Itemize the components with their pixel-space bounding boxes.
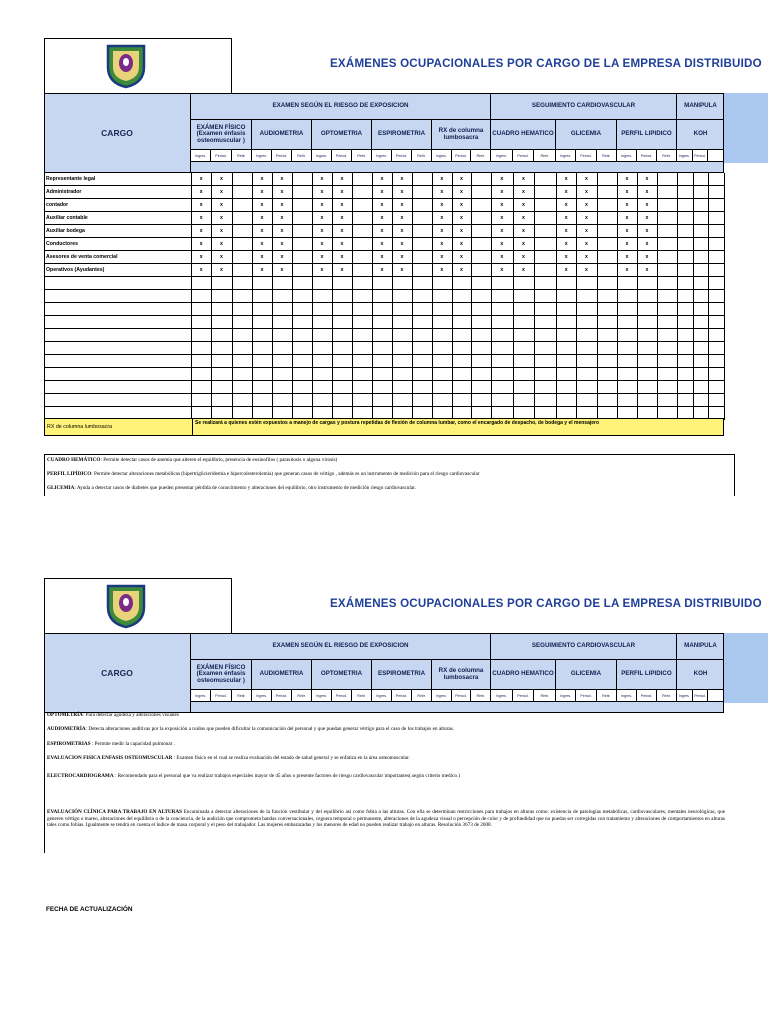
cargo-header: CARGO [44,93,191,173]
definition-alturas: EVALUACIÓN CLÍNICA PARA TRABAJO EN ALTURAS Encaminada a detectar alteraciones de la función vestibular y del equilibrio así como fobia a las alturas. Con ella se determinan restricciones para trabajos en alturas como: existencia de patologías metabólicas, cardiovasculares, mentales neurológicas, que generen vértigo o mareo, alteraciones del equilibrio o de la conciencia, de la audición que comprometa bandas conversacionales, ceguera temporal o permanente, alteraciones de la agudeza visual o percepción de color y de profundidad que no puedas ser corregidas con tratamiento y alteraciones de comportamientos en alturas tales como fobias. Igualmente se tendrá en cuenta el índice de masa corporal y el peso del trabajador. Las mujeres embarazadas y los menores de edad no pueden realizar trabajo en alturas. Resolución 3673 de 2008. [47,809,725,828]
table-row [44,381,724,394]
cargo-name: contador [46,202,69,208]
exam-mark: x [522,202,525,208]
exam-mark: x [280,215,284,221]
exam-mark: x [585,215,588,221]
grid-line [252,173,253,420]
exam-mark: x [400,189,404,195]
sub-header-3-2: Retir. [412,690,432,702]
exam-mark: x [625,228,629,234]
rx-note-text: Se realizará a quienes estén expuestos a manejo de cargas y postura repetidas de flexión de columna lumbar, como el encargado de despacho, de bodega y el mensajero [192,419,725,435]
sub-header-0-2: Retir. [232,690,252,702]
exam-mark: x [440,202,444,208]
grid-line [292,173,293,420]
sub-header-0-2: Retir. [232,150,252,162]
exam-mark: x [522,254,525,260]
grid-line [471,173,472,420]
exam-mark: x [585,267,588,273]
exam-mark: x [500,202,504,208]
exam-mark: x [320,228,324,234]
exam-mark: x [625,202,629,208]
cargo-name: Asesores de venta comercial [46,254,118,260]
header-exam-8: KOH [677,120,724,150]
grid-line [44,173,45,420]
sub-header-2-2: Retir. [352,150,372,162]
cargo-name: Operativos (Ayudantes) [46,267,105,273]
exam-mark: x [564,254,568,260]
sub-header-3-2: Retir. [412,150,432,162]
sub-header-6-0: Ingres. [556,690,576,702]
sub-header-3-0: Ingres. [372,690,392,702]
exam-mark: x [625,267,629,273]
sub-header-3-1: Period. [392,150,412,162]
exam-mark: x [380,202,384,208]
exam-mark: x [585,254,588,260]
header-exam-0: EXÁMEN FÍSICO (Examen énfasis osteomuscular ) [191,660,252,690]
exam-mark: x [645,241,649,247]
definition-electrocardiograma: ELECTROCARDIOGRAMA : Recomendado para el personal que va realizar trabajos especiales mayor de 45 años o presente factores de riesgo cardiovascular importantes(.según criterio medico.) [47,773,460,779]
exam-mark: x [380,215,384,221]
exam-mark: x [260,254,264,260]
sub-header-2-0: Ingres. [312,150,332,162]
company-logo-icon-2 [105,583,147,629]
exam-mark: x [380,176,384,182]
exam-mark: x [280,254,284,260]
table-row [44,355,724,368]
grid-line [392,173,393,420]
exam-mark: x [260,267,264,273]
sub-header-4-1: Period. [452,150,472,162]
header-exam-4: RX de columna lumbosacra [432,660,491,690]
exam-mark: x [320,176,324,182]
exam-mark: x [625,241,629,247]
table-row [44,212,724,225]
sub-header-8-0: Ingres. [677,150,693,162]
exam-mark: x [522,176,525,182]
sub-header-4-2: Retir. [471,150,491,162]
exam-mark: x [320,254,324,260]
exam-mark: x [380,228,384,234]
exam-mark: x [340,176,344,182]
exam-mark: x [400,215,404,221]
sub-header-8-0: Ingres. [677,690,693,702]
cargo-name: Conductores [46,241,78,247]
grid-line [432,173,433,420]
header-exam-7: PERFIL LIPIDICO [617,120,677,150]
exam-mark: x [440,254,444,260]
exam-mark: x [564,215,568,221]
exam-mark: x [320,267,324,273]
definition-glicemia: GLICEMIA: Ayuda a detectar casos de diabetes que pueden presentar pérdida de conocimiento y alteraciones del equilibrio, otro instrumento de medición riesgo cardiovascular. [47,485,416,491]
exam-mark: x [500,254,504,260]
exam-mark: x [220,267,223,273]
table-row [44,264,724,277]
exam-sheet-1 [0,38,768,496]
header-exam-6: GLICEMIA [556,660,617,690]
exam-mark: x [645,189,649,195]
header-group-1: SEGUIMIENTO CARDIOVASCULAR [491,633,677,660]
exam-mark: x [460,202,463,208]
exam-sheet-2 [0,578,768,868]
exam-mark: x [260,241,264,247]
grid-line [513,173,514,420]
exam-mark: x [400,241,404,247]
grid-line [452,173,453,420]
exam-mark: x [645,254,649,260]
exam-mark: x [260,176,264,182]
header-exam-2: OPTOMETRIA [312,660,372,690]
sub-header-3-1: Period. [392,690,412,702]
sub-header-2-1: Period. [332,690,352,702]
sub-header-4-2: Retir. [471,690,491,702]
header-group-1: SEGUIMIENTO CARDIOVASCULAR [491,93,677,120]
exam-mark: x [440,215,444,221]
exam-mark: x [625,215,629,221]
sub-header-0-0: Ingres. [191,150,211,162]
exam-mark: x [280,228,284,234]
exam-mark: x [564,176,568,182]
grid-line [312,173,313,420]
header-exam-4: RX de columna lumbosacra [432,120,491,150]
definition-perfil-lipidico: PERFIL LIPÍDICO: Permite detectar alteraciones metabólicas (hipertriglicieridemia e hipercolesterolemia) que generan casos de vértigo , además es un instrumento de medición para el riesgo cardiovascular [47,471,480,477]
exam-mark: x [522,241,525,247]
exam-mark: x [500,241,504,247]
header-exam-5: CUADRO HEMATICO [491,660,556,690]
exam-mark: x [199,176,203,182]
page-title-2: EXÁMENES OCUPACIONALES POR CARGO DE LA EMPRESA DISTRIBUIDO [330,597,762,610]
table-row [44,251,724,264]
sub-header-8-1: Period. [693,690,709,702]
header-strip-2 [724,633,768,703]
table-row [44,303,724,316]
exam-mark: x [280,267,284,273]
header-exam-1: AUDIOMETRIA [252,120,312,150]
grid-line [657,173,658,420]
exam-mark: x [645,215,649,221]
exam-mark: x [522,228,525,234]
grid-line [211,173,212,420]
sub-header-2-2: Retir. [352,690,372,702]
exam-mark: x [585,202,588,208]
sub-header-5-0: Ingres. [491,690,513,702]
exam-mark: x [564,267,568,273]
exam-mark: x [522,189,525,195]
table-row [44,225,724,238]
table-row [44,316,724,329]
exam-mark: x [220,228,223,234]
cargo-name: Representante legal [46,176,96,182]
exam-mark: x [380,267,384,273]
sub-header-8-1: Period. [693,150,709,162]
exam-mark: x [400,254,404,260]
exam-mark: x [460,176,463,182]
rx-note-row [44,418,724,436]
sub-header-4-0: Ingres. [432,150,452,162]
grid-line [637,173,638,420]
sub-header-5-0: Ingres. [491,150,513,162]
exam-mark: x [220,176,223,182]
header-exam-0: EXÁMEN FÍSICO (Examen énfasis osteomuscular ) [191,120,252,150]
sub-header-7-1: Period. [637,150,657,162]
exam-mark: x [199,228,203,234]
exam-mark: x [400,228,404,234]
table-row [44,186,724,199]
exam-mark: x [645,176,649,182]
header-exam-6: GLICEMIA [556,120,617,150]
sub-header-5-1: Period. [513,690,535,702]
exam-mark: x [585,189,588,195]
definition-osteomuscular: EVALUACION FISICA ENFASIS OSTEOMUSCULAR : Examen físico en el cual se realiza evaluación del estado de salud general y se enfatiza en la área osteomuscular. [47,755,410,761]
exam-mark: x [585,228,588,234]
exam-mark: x [440,241,444,247]
exam-mark: x [320,215,324,221]
header-exam-7: PERFIL LIPIDICO [617,660,677,690]
exam-mark: x [340,254,344,260]
table-row [44,238,724,251]
exam-mark: x [585,241,588,247]
exam-mark: x [260,189,264,195]
sub-header-1-0: Ingres. [252,150,272,162]
grid-line [677,173,678,420]
exam-mark: x [460,189,463,195]
exam-mark: x [400,267,404,273]
grid-line [597,173,598,420]
exam-mark: x [645,267,649,273]
exam-mark: x [320,189,324,195]
table-row [44,290,724,303]
exam-mark: x [500,228,504,234]
table-row [44,368,724,381]
exam-mark: x [645,228,649,234]
sub-header-0-1: Period. [211,150,231,162]
sub-header-5-1: Period. [513,150,535,162]
exam-mark: x [380,189,384,195]
exam-mark: x [460,267,463,273]
definitions-box-1 [44,454,735,496]
exam-mark: x [440,176,444,182]
sub-header-6-2: Retir. [597,690,617,702]
exam-mark: x [280,241,284,247]
grid-line [693,173,694,420]
sub-header-7-2: Retir. [657,690,677,702]
grid-line [576,173,577,420]
header-group-0: EXAMEN SEGÚN EL RIESGO DE EXPOSICION [191,633,491,660]
table-row [44,277,724,290]
exam-mark: x [220,254,223,260]
exam-mark: x [340,267,344,273]
sub-header-8-2 [708,150,724,162]
cargo-header-2: CARGO [44,633,191,713]
exam-mark: x [199,189,203,195]
grid-line [372,173,373,420]
exam-mark: x [340,228,344,234]
exam-mark: x [400,176,404,182]
rx-note-label: RX de columna lumbosacra [47,424,113,430]
header-exam-5: CUADRO HEMATICO [491,120,556,150]
exam-mark: x [280,176,284,182]
header-group-2: MANIPULA [677,633,724,660]
exam-mark: x [460,215,463,221]
sub-header-7-0: Ingres. [617,150,637,162]
header-exam-3: ESPIROMETRIA [372,120,432,150]
grid-line [708,173,709,420]
grid-line [617,173,618,420]
sub-header-7-2: Retir. [657,150,677,162]
exam-mark: x [220,215,223,221]
definition-audiometria: AUDIOMETRÍA: Detecta alteraciones auditivas por la exposición a ruidos que pueden dificultar la comunicación del personal y que puedan generar vértigo para el caso de los trabajos en alturas. [47,726,454,732]
exam-mark: x [585,176,588,182]
sub-header-6-0: Ingres. [556,150,576,162]
sub-header-1-1: Period. [272,690,292,702]
sub-header-6-2: Retir. [597,150,617,162]
sub-header-0-0: Ingres. [191,690,211,702]
exam-mark: x [220,241,223,247]
grid-line [534,173,535,420]
header-exam-2: OPTOMETRIA [312,120,372,150]
exam-mark: x [320,202,324,208]
definition-cuadro-hematico: CUADRO HEMÁTICO: Permite detectar casos de anemia que alteren el equilibrio, presencia de eosinofilos ( parasitosis o alguna virosis) [47,457,338,463]
exam-mark: x [340,202,344,208]
sub-header-2-0: Ingres. [312,690,332,702]
header-exam-1: AUDIOMETRIA [252,660,312,690]
cargo-name: Auxiliar contable [46,215,88,221]
grid-line [272,173,273,420]
exam-mark: x [625,254,629,260]
exam-mark: x [280,202,284,208]
logo-box [44,38,232,93]
definitions-box-2 [44,713,724,853]
exam-mark: x [199,202,203,208]
sub-header-5-2: Retir. [534,150,556,162]
grid-line [556,173,557,420]
exam-mark: x [460,228,463,234]
exam-mark: x [564,189,568,195]
exam-mark: x [564,202,568,208]
exam-mark: x [260,202,264,208]
grid-line [332,173,333,420]
header-exam-8: KOH [677,660,724,690]
sub-header-8-2 [708,690,724,702]
exam-mark: x [564,228,568,234]
exam-mark: x [440,189,444,195]
exam-mark: x [340,215,344,221]
grid-line [191,173,192,420]
sub-header-7-1: Period. [637,690,657,702]
exam-mark: x [199,254,203,260]
exam-mark: x [380,241,384,247]
grid-line [232,173,233,420]
sub-header-6-1: Period. [576,150,596,162]
exam-mark: x [260,215,264,221]
exam-mark: x [320,241,324,247]
table-row [44,173,724,186]
exam-mark: x [199,241,203,247]
exam-mark: x [564,241,568,247]
header-exam-3: ESPIROMETRIA [372,660,432,690]
logo-box-2 [44,578,232,633]
exam-mark: x [260,228,264,234]
exam-mark: x [220,202,223,208]
definition-optometria: OPTOMETRÍA: Para detectar agudeza y alteraciones visuales [47,712,179,718]
sub-header-1-0: Ingres. [252,690,272,702]
sub-header-1-2: Retir. [292,150,312,162]
exam-mark: x [500,215,504,221]
table-row [44,394,724,407]
fecha-actualizacion: FECHA DE ACTUALIZACIÓN [46,906,133,913]
exam-mark: x [500,267,504,273]
exam-mark: x [199,267,203,273]
exam-mark: x [460,254,463,260]
sub-header-1-1: Period. [272,150,292,162]
grid-line [724,173,725,420]
exam-mark: x [280,189,284,195]
exam-mark: x [500,189,504,195]
grid-line [352,173,353,420]
exam-mark: x [340,241,344,247]
exam-mark: x [440,228,444,234]
exam-mark: x [400,202,404,208]
exam-mark: x [522,267,525,273]
table-row [44,342,724,355]
exam-mark: x [625,176,629,182]
exam-mark: x [522,215,525,221]
header-group-2: MANIPULA [677,93,724,120]
sub-header-1-2: Retir. [292,690,312,702]
grid-line [412,173,413,420]
exam-mark: x [645,202,649,208]
sub-header-2-1: Period. [332,150,352,162]
header-group-0: EXAMEN SEGÚN EL RIESGO DE EXPOSICION [191,93,491,120]
table-row [44,199,724,212]
sub-header-4-0: Ingres. [432,690,452,702]
exam-mark: x [340,189,344,195]
sub-header-6-1: Period. [576,690,596,702]
grid-line [491,173,492,420]
table-row [44,329,724,342]
exam-mark: x [500,176,504,182]
company-logo-icon [105,43,147,89]
sub-header-7-0: Ingres. [617,690,637,702]
exam-mark: x [440,267,444,273]
sub-header-4-1: Period. [452,690,472,702]
exam-mark: x [380,254,384,260]
cargo-name: Administrador [46,189,82,195]
exam-mark: x [220,189,223,195]
header-strip [724,93,768,163]
exam-mark: x [625,189,629,195]
exam-mark: x [199,215,203,221]
sub-header-5-2: Retir. [534,690,556,702]
sub-header-0-1: Period. [211,690,231,702]
definition-espirometria: ESPIROMETRIAS : Permite medir la capacidad pulmonar . [47,741,175,747]
cargo-name: Auxiliar bodega [46,228,85,234]
exam-mark: x [460,241,463,247]
sub-header-3-0: Ingres. [372,150,392,162]
page-title: EXÁMENES OCUPACIONALES POR CARGO DE LA EMPRESA DISTRIBUIDO [330,57,762,70]
